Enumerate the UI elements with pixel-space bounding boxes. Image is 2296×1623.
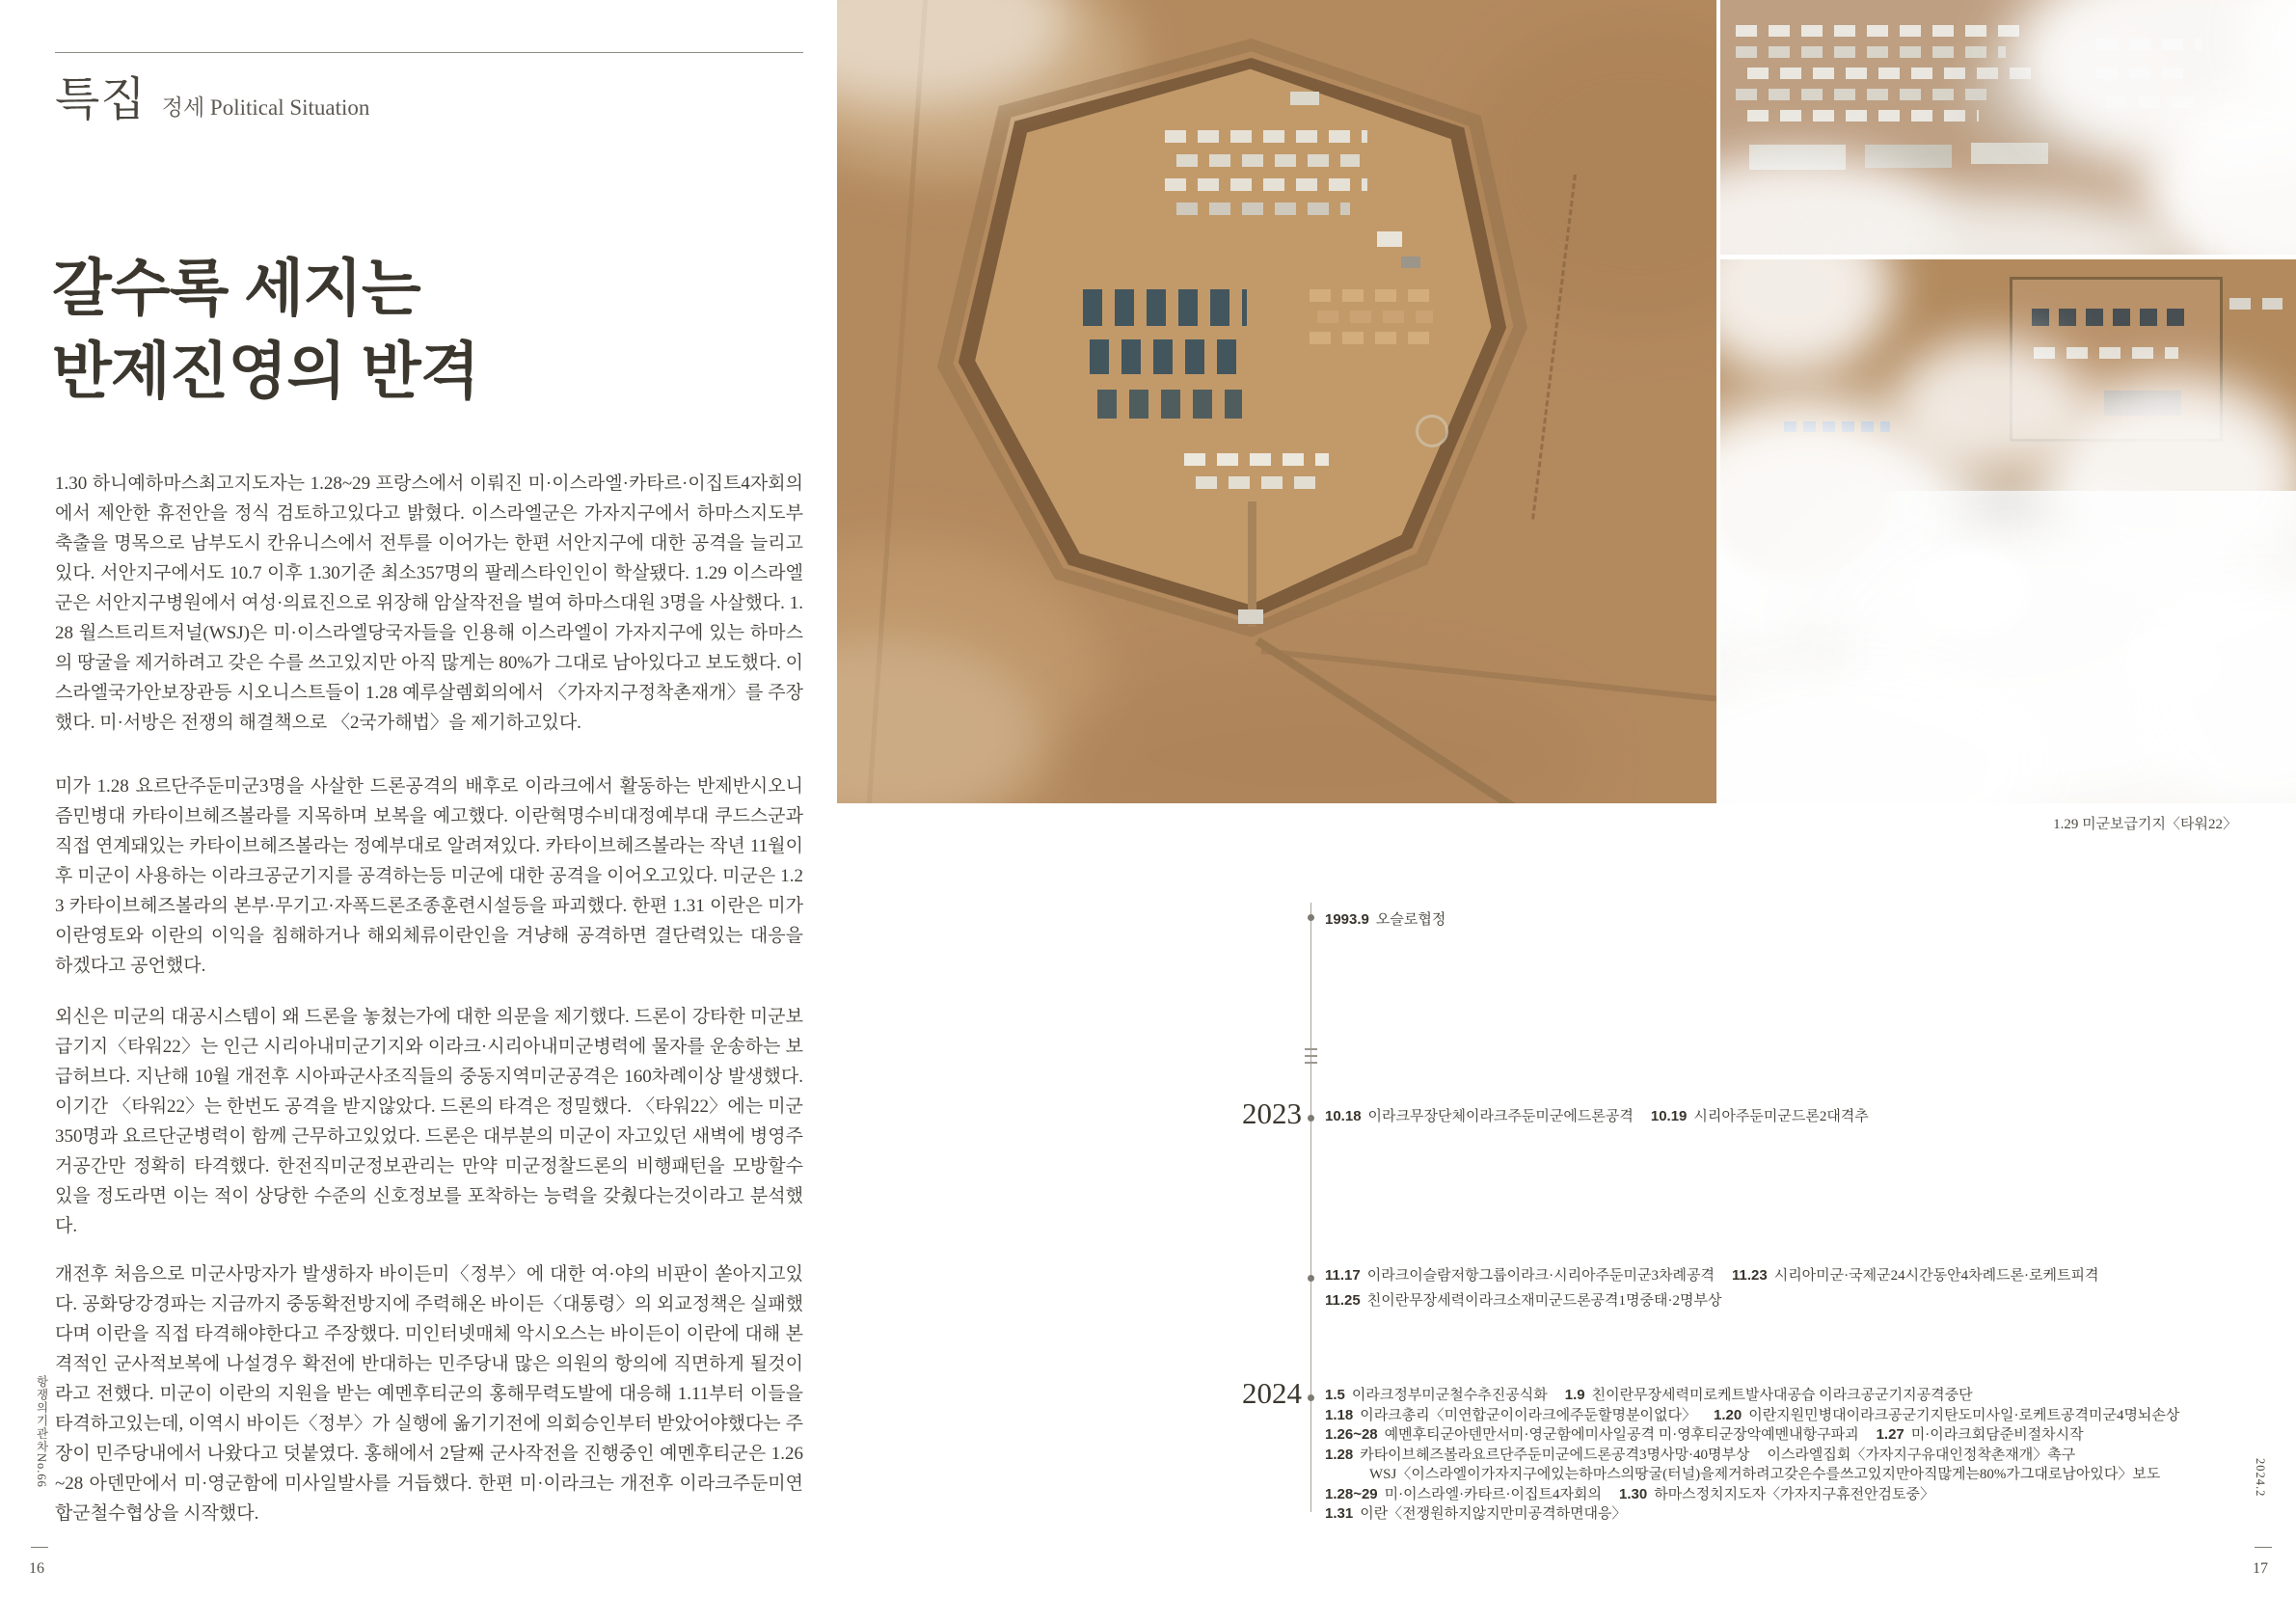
timeline-dot — [1308, 1115, 1314, 1122]
timeline-event-text: 미·이라크회담준비절차시작 — [1910, 1427, 2084, 1443]
article-paragraph: 미가 1.28 요르단주둔미군3명을 사살한 드론공격의 배후로 이라크에서 활동하는 반제반시오니즘민병대 카타이브헤즈볼라를 지목하며 보복을 예고했다. 이란혁명수비대정예부대 쿠드스군과 직접 연계돼있는 카타이브헤즈볼라는 정예부대로 알려져있다. 카타이브헤즈볼라는 작년 11월이후 미군이 사용하는 이라크공군기지를 공격하는등 미군에 대한 공격을 이어오고있다. 미군은 1.23 카타이브헤즈볼라의 본부·무기고·자폭드론조종훈련시설등을 파괴했다. 한편 1.31 이란은 미가 이란영토와 이란의 이익을 침해하거나 해외체류이란인을 겨냥해 공격하면 결단력있는 대응을 하겠다고 공언했다. — [55, 776, 803, 976]
timeline-row — [1325, 1263, 2280, 1288]
photo-helipad — [1416, 415, 1448, 447]
timeline-row — [1325, 1386, 2280, 1406]
photo-buildings — [1165, 178, 1367, 191]
timeline-date: 10.19 — [1650, 1108, 1688, 1124]
satellite-photo-tower22-base — [837, 0, 1716, 803]
photo-buildings — [1176, 203, 1350, 215]
photo-tents — [1184, 453, 1329, 466]
article-paragraph: 외신은 미군의 대공시스템이 왜 드론을 놓쳤는가에 대한 의문을 제기했다. 드론이 강타한 미군보급기지〈타워22〉는 인근 시리아내미군기지와 이라크·시리아내미군병력에 물자를 운송하는 보급허브다. 지난해 10월 개전후 시아파군사조직들의 중동지역미군공격은 160차례이상 발생했다. 이기간 〈타워22〉는 한번도 공격을 받지않았다. 드론의 타격은 정밀했다. 〈타워22〉에는 미군350명과 요르단군병력이 함께 근무하고있었다. 드론은 대부분의 미군이 자고있던 새벽에 병영주거공간만 정확히 타격했다. 한전직미군정보관리는 만약 미군정찰드론의 비행패턴을 모방할수 있을 정도라면 이는 적이 상당한 수준의 신호정보를 포착하는 능력을 갖췄다는것이라고 분석했다. — [55, 1007, 803, 1236]
page-number-right: 17 — [2253, 1560, 2268, 1577]
timeline-event-text: 시리아미군·국제군24시간동안4차례드론·로케트피격 — [1773, 1268, 2099, 1284]
photo-gate-road — [1248, 501, 1256, 627]
photo-warehouse — [1865, 145, 1952, 168]
timeline-row — [1325, 907, 2280, 933]
timeline-break-tick — [1305, 1048, 1317, 1050]
timeline-row — [1325, 1504, 2280, 1525]
article-title-line2: 반제진영의 반격 — [52, 337, 479, 406]
timeline-event-text: 미·이스라엘·카타르·이집트4자회의 — [1384, 1486, 1602, 1502]
section-kicker — [55, 62, 803, 128]
timeline-event-text: WSJ〈이스라엘이가자지구에있는하마스의땅굴(터널)을제거하려고갖은수를쓰고있지만아직많게는80%가그대로남아있다〉보도 — [1369, 1467, 2161, 1482]
timeline-event-text: 카타이브헤즈볼라요르단주둔미군에드론공격3명사망·40명부상 — [1360, 1447, 1750, 1463]
timeline-break-tick — [1305, 1062, 1317, 1064]
timeline-row — [1325, 1485, 2280, 1505]
photo-containers — [1736, 46, 2006, 58]
timeline-year-2024: 2024 — [1242, 1376, 1302, 1410]
article-paragraph: 1.30 하니예하마스최고지도자는 1.28~29 프랑스에서 이뤄진 미·이스라엘·카타르·이집트4자회의에서 제안한 휴전안을 정식 검토하고있다고 밝혔다. 이스라엘군은 가자지구에서 하마스지도부축출을 명목으로 남부도시 칸유니스에서 전투를 이어가는 한편 서안지구에 대한 공격을 늘리고있다. 서안지구에서도 10.7 이후 1.30기준 최소357명의 팔레스타인인이 학살됐다. 1.29 이스라엘군은 서안지구병원에서 여성·의료진으로 위장해 암살작전을 벌여 하마스대원 3명을 사살했다. 1.28 월스트리트저널(WSJ)은 미·이스라엘당국자들을 인용해 이스라엘이 가자지구에 있는 하마스의 땅굴을 제거하려고 갖은 수를 쓰고있지만 아직 많게는 80%가 그대로 남아있다고 보도했다. 이스라엘국가안보장관등 시오니스트들이 1.28 예루살렘회의에서 〈가자지구정착촌재개〉를 주장했다. 미·서방은 전쟁의 해결책으로 〈2국가해법〉을 제기하고있다. — [55, 473, 803, 733]
timeline-date: 1.28 — [1325, 1446, 1354, 1463]
photo-smoke — [1894, 337, 2087, 472]
timeline-date: 1993.9 — [1325, 911, 1369, 928]
photo-gate — [1238, 609, 1263, 624]
photo-tents — [1196, 476, 1321, 489]
photo-building — [1377, 231, 1402, 247]
issue-date-label: 2024.2 — [2254, 1458, 2267, 1498]
timeline-event-text: 이라크정부미군철수추진공식화 — [1351, 1388, 1548, 1403]
timeline-row — [1325, 1465, 2280, 1485]
timeline-entries-2024 — [1325, 1386, 2280, 1525]
photo-containers — [1317, 311, 1433, 323]
timeline-date: 1.5 — [1325, 1387, 1345, 1403]
photo-building — [1290, 92, 1319, 105]
folio-rule — [2255, 1547, 2272, 1548]
photo-smoke-plume — [2125, 626, 2222, 703]
photo-buildings — [1165, 130, 1367, 143]
photo-caption: 1.29 미군보급기지〈타워22〉 — [2053, 817, 2237, 832]
timeline-dot — [1308, 1394, 1314, 1401]
photo-buildings — [2229, 298, 2282, 310]
timeline-event-text: 하마스정치지도자〈가자지구휴전안검토중〉 — [1654, 1486, 1935, 1502]
timeline-event-text: 예멘후티군아덴만서미·영군함에미사일공격 미·영후티군장악예멘내항구파괴 — [1384, 1427, 1859, 1443]
timeline-date: 1.27 — [1876, 1426, 1904, 1443]
timeline-event-text: 이란지원민병대이라크공군기지탄도미사일·로케트공격미군4명뇌손상 — [1748, 1407, 2180, 1423]
photo-vehicle-rows — [1097, 390, 1242, 419]
timeline-date: 11.23 — [1731, 1267, 1768, 1284]
section-subtitle: 정세 Political Situation — [161, 95, 370, 120]
timeline-row — [1325, 1406, 2280, 1426]
timeline-event-text: 이라크무장단체이라크주둔미군에드론공격 — [1367, 1109, 1634, 1124]
photo-smoke-plume — [1913, 549, 2029, 636]
timeline-axis — [1310, 903, 1311, 1512]
timeline-entry-1993 — [1325, 907, 2280, 933]
photo-containers — [1747, 110, 1979, 122]
folio-rule — [31, 1547, 48, 1548]
timeline-dot — [1308, 914, 1314, 921]
timeline-date: 1.20 — [1714, 1406, 1742, 1423]
timeline-date: 1.9 — [1564, 1387, 1585, 1403]
satellite-photo-bottom-right — [1720, 259, 2296, 803]
timeline-date: 11.17 — [1325, 1267, 1361, 1284]
photo-containers — [1736, 89, 1986, 100]
page-number-left: 16 — [29, 1560, 44, 1577]
timeline-entries-2023 — [1325, 1104, 2280, 1129]
photo-vehicle-rows — [1083, 289, 1247, 326]
timeline-date: 1.31 — [1325, 1505, 1354, 1522]
timeline-break-tick — [1305, 1055, 1317, 1057]
header-rule — [55, 52, 803, 53]
photo-buildings — [2032, 309, 2186, 326]
timeline-date: 1.26~28 — [1325, 1426, 1378, 1443]
timeline-year-2023: 2023 — [1242, 1096, 1302, 1130]
article-title — [52, 247, 727, 413]
timeline-event-text: 이라크이슬람저항그룹이라크·시리아주둔미군3차례공격 — [1366, 1268, 1715, 1284]
timeline-date: 11.25 — [1325, 1292, 1361, 1309]
timeline-date: 1.30 — [1619, 1485, 1648, 1502]
timeline-event-text: 오슬로협정 — [1375, 912, 1446, 928]
timeline-row — [1325, 1104, 2280, 1129]
photo-containers — [1310, 289, 1435, 302]
timeline-event-text: 이스라엘집회〈가자지구유대인정착촌재개〉촉구 — [1767, 1447, 2076, 1463]
timeline-event-text: 시리아주둔미군드론2대격추 — [1693, 1109, 1869, 1124]
photo-building — [1401, 257, 1420, 268]
timeline-row — [1325, 1288, 2280, 1313]
timeline-row — [1325, 1425, 2280, 1446]
timeline-dot — [1308, 1275, 1314, 1282]
article-title-line1: 갈수록 세지는 — [52, 254, 420, 323]
timeline-event-text: 친이란무장세력미로케트발사대공습 이라크공군기지공격중단 — [1591, 1388, 1973, 1403]
photo-vehicle-rows — [1090, 339, 1244, 374]
timeline-row — [1325, 1446, 2280, 1466]
timeline-date: 10.18 — [1325, 1108, 1362, 1124]
photo-containers — [1736, 25, 2025, 37]
photo-buildings — [1176, 154, 1360, 167]
timeline-event-text: 친이란무장세력이라크소재미군드론공격1명중태·2명부상 — [1366, 1293, 1722, 1309]
timeline-event-text: 이란〈전쟁원하지않지만미공격하면대응〉 — [1360, 1506, 1627, 1522]
satellite-photo-top-right — [1720, 0, 2296, 255]
article-paragraph: 개전후 처음으로 미군사망자가 발생하자 바이든미〈정부〉에 대한 여·야의 비판이 쏟아지고있다. 공화당강경파는 지금까지 중동확전방지에 주력해온 바이든〈대통령〉의 외교정책은 실패했다며 이란을 직접 타격해야한다고 주장했다. 미인터넷매체 악시오스는 바이든이 이란에 대해 본격적인 군사적보복에 나설경우 확전에 반대하는 민주당내 많은 의원의 항의에 직면하게 될것이라고 전했다. 미군이 이란의 지원을 받는 예멘후티군의 홍해무력도발에 대응해 1.11부터 이들을 타격하고있는데, 이역시 바이든〈정부〉가 실행에 옮기기전에 의회승인부터 받았어야했다는 주장이 민주당내에서 나왔다고 덧붙였다. 홍해에서 2달째 군사작전을 진행중인 예멘후티군은 1.26~28 아덴만에서 미·영군함에 미사일발사를 거듭했다. 한편 미·이라크는 개전후 이라크주둔미연합군철수협상을 시작했다. — [55, 1264, 803, 1524]
timeline-date: 1.18 — [1325, 1406, 1354, 1423]
timeline-event-text: 이라크총리〈미연합군이이라크에주둔할명분이없다〉 — [1360, 1407, 1696, 1423]
journal-spine-label: 항쟁의기관차No.66 — [35, 1375, 48, 1488]
photo-containers — [1310, 332, 1435, 344]
timeline-entries-2023-nov — [1325, 1263, 2280, 1313]
section-tag: 특집 — [55, 74, 147, 125]
timeline-date: 1.28~29 — [1325, 1485, 1378, 1502]
